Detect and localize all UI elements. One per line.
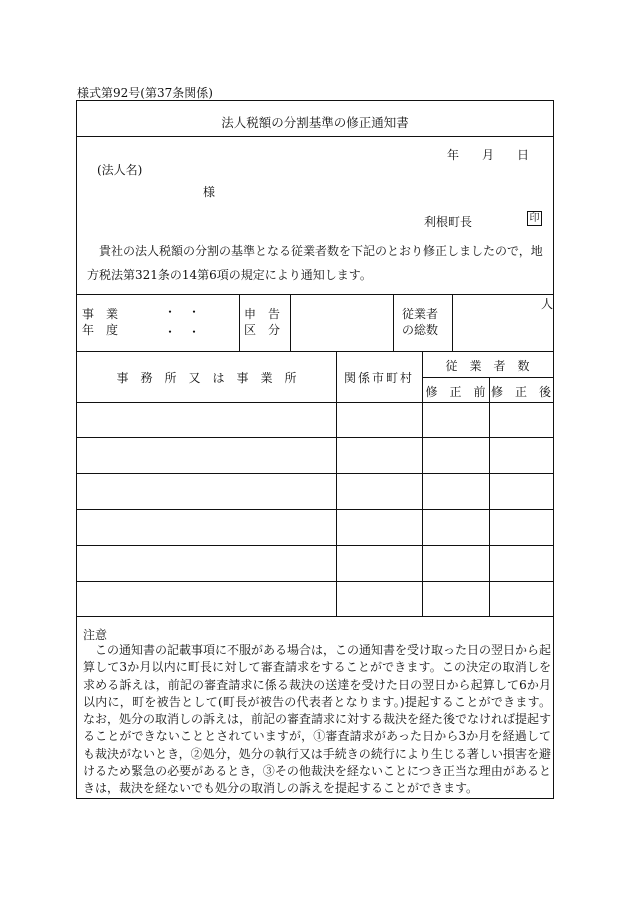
table-col-divider [336,351,337,616]
notice-body-text: 貴社の法人税額の分割の基準となる従業者数を下記のとおり修正しましたので，地方税法第321条の14第6項の規定により通知します。 [87,244,543,282]
column-header-city: 関係市町村 [343,371,414,385]
notes-heading: 注意 [83,628,108,642]
table-col-divider [489,377,490,616]
date-year: 年 [447,148,460,162]
info-divider [290,294,291,351]
honorific: 様 [203,185,216,199]
employees-subheader-divider [422,377,553,378]
filing-type-label: 申 告 区 分 [244,307,281,337]
business-year-dates: ・ ・ ・ ・ [164,305,201,339]
form-number: 様式第92号(第37条関係) [77,86,213,100]
info-divider [393,294,394,351]
mayor-title: 利根町長 [424,215,473,229]
date-day: 日 [517,148,530,162]
employees-unit: 人 [541,297,554,311]
notice-form-frame [76,100,554,799]
info-row-divider [77,351,553,352]
seal-mark: 印 [527,211,542,226]
info-divider [452,294,453,351]
table-row-divider [77,581,553,582]
notice-body [87,239,549,287]
column-header-after: 修 正 後 [490,385,551,399]
corporation-name-label: (法人名) [97,163,143,177]
title-divider [77,136,553,137]
table-row-divider [77,509,553,510]
info-divider [239,294,240,351]
column-header-office: 事 務 所 又 は 事 業 所 [116,371,297,385]
table-row-divider [77,473,553,474]
total-employees-label: 従業者 の総数 [402,307,439,337]
notes-divider [77,616,553,617]
business-year-label: 事 業 年 度 [82,307,119,337]
column-header-before: 修 正 前 [425,385,486,399]
notes-body [83,642,551,798]
table-row-divider [77,437,553,438]
document-title: 法人税額の分割基準の修正通知書 [221,115,409,130]
body-divider [77,294,553,295]
table-row-divider [77,545,553,546]
column-header-employees: 従 業 者 数 [445,359,530,373]
notes-text: この通知書の記載事項に不服がある場合は，この通知書を受け取った日の翌日から起算して3か月以内に町長に対して審査請求をすることができます。この決定の取消しを求める訴えは，前記の審査請求に係る裁決の送達を受けた日の翌日から起算して6か月以内に，町を被告として(町長が被告の代表者となります。)提起することができます。なお，処分の取消しの訴えは，前記の審査請求に対する裁決を経た後でなければ提起することができないこととされていますが，①審査請求があった日から3か月を経過しても裁決がないとき，②処分，処分の執行又は手続きの続行により生じる著しい損害を避けるため緊急の必要があるとき，③その他裁決を経ないことにつき正当な理由があるときは，裁決を経ないでも処分の取消しの訴えを提起することができます。 [83,643,552,796]
date-month: 月 [482,148,495,162]
table-header-divider [77,402,553,403]
